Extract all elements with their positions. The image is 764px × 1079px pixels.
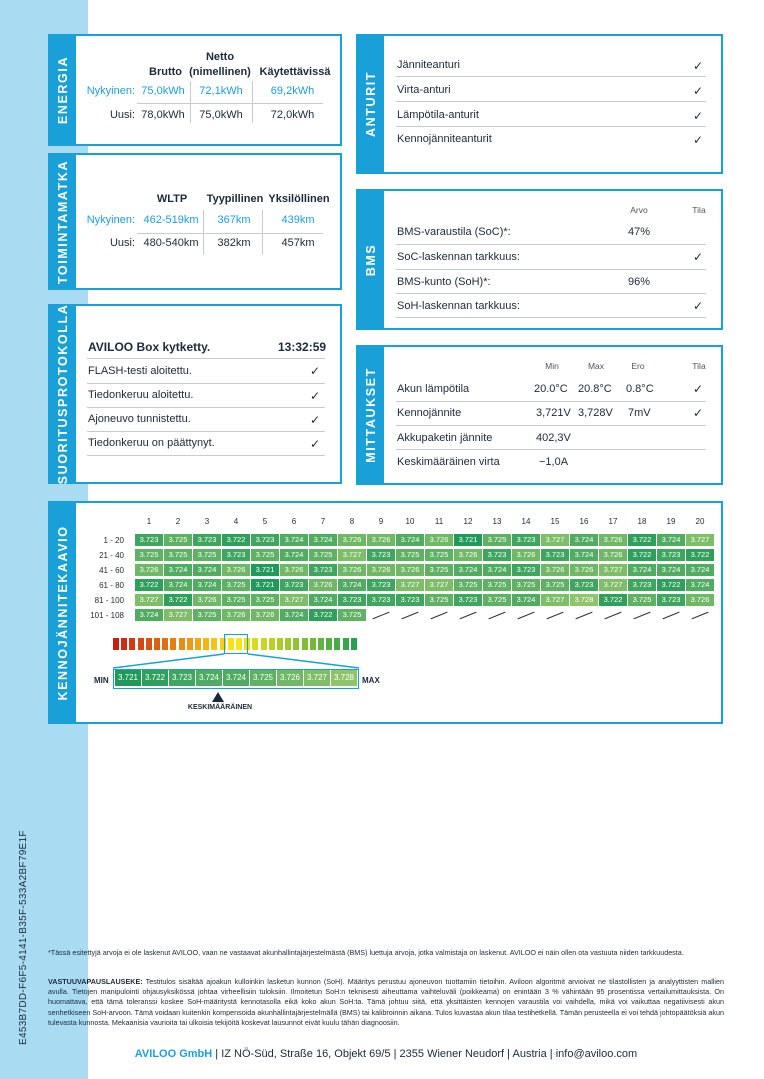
check-icon: ✓ bbox=[310, 413, 321, 427]
cell-voltage: 3.726 bbox=[454, 549, 482, 561]
cell-voltage: 3.724 bbox=[280, 534, 308, 546]
measure-ero: 7mV bbox=[628, 407, 651, 419]
toimintamatka-new-tyypillinen: 382km bbox=[217, 237, 251, 249]
gradient-segment bbox=[285, 638, 291, 650]
cell-voltage: 3.725 bbox=[425, 564, 453, 576]
gradient-segment bbox=[211, 638, 217, 650]
gradient-segment bbox=[343, 638, 349, 650]
column-number: 4 bbox=[233, 517, 239, 526]
cell-voltage: 3.723 bbox=[512, 534, 540, 546]
toimintamatka-title: TOIMINTAMATKA bbox=[56, 159, 70, 284]
gradient-segment bbox=[113, 638, 119, 650]
gradient-segment bbox=[334, 638, 340, 650]
cell-voltage: 3.723 bbox=[338, 594, 366, 606]
cell-voltage: 3.725 bbox=[222, 594, 250, 606]
cell-voltage: 3.726 bbox=[367, 534, 395, 546]
measure-max: 3,728V bbox=[578, 407, 613, 419]
cell-voltage: 3.726 bbox=[570, 564, 598, 576]
cell-voltage: 3.724 bbox=[570, 549, 598, 561]
empty-cell-slash bbox=[604, 612, 621, 620]
footer: AVILOO GmbH | IZ NÖ-Süd, Straße 16, Objekt 69/5 | 2355 Wiener Neudorf | Austria | info@aviloo.com bbox=[134, 1048, 638, 1060]
gradient-segment bbox=[351, 638, 357, 650]
check-icon: ✓ bbox=[310, 389, 321, 403]
check-icon: ✓ bbox=[693, 133, 704, 147]
column-number: 11 bbox=[434, 517, 444, 526]
energia-panel bbox=[48, 34, 342, 146]
cell-voltage: 3.722 bbox=[599, 594, 627, 606]
gradient-segment bbox=[310, 638, 316, 650]
average-label: KESKIMÄÄRÄINEN bbox=[187, 704, 253, 711]
gradient-segment bbox=[261, 638, 267, 650]
cell-voltage: 3.724 bbox=[309, 534, 337, 546]
scale-value: 3.725 bbox=[250, 670, 276, 686]
cell-voltage: 3.723 bbox=[367, 594, 395, 606]
mittaukset-col-ero: Ero bbox=[631, 361, 645, 371]
measure-label: Keskimääräinen virta bbox=[397, 456, 500, 468]
cell-voltage: 3.725 bbox=[512, 579, 540, 591]
anturit-title: ANTURIT bbox=[364, 70, 378, 138]
cell-voltage: 3.723 bbox=[396, 594, 424, 606]
gradient-segment bbox=[170, 638, 176, 650]
energia-new-kaytettavissa: 72,0kWh bbox=[270, 109, 315, 121]
cell-voltage: 3.725 bbox=[193, 609, 221, 621]
column-number: 1 bbox=[146, 517, 152, 526]
protocol-item: Tiedonkeruu on päättynyt. bbox=[88, 437, 215, 449]
cell-voltage: 3.727 bbox=[338, 549, 366, 561]
mittaukset-col-max: Max bbox=[587, 361, 605, 371]
cell-voltage: 3.724 bbox=[193, 579, 221, 591]
cell-voltage: 3.725 bbox=[193, 549, 221, 561]
row-label: 101 - 108 bbox=[90, 611, 124, 620]
bms-title: BMS bbox=[364, 243, 378, 276]
cell-voltage: 3.726 bbox=[541, 564, 569, 576]
mittaukset-panel bbox=[356, 345, 723, 485]
cell-voltage: 3.722 bbox=[686, 549, 714, 561]
energia-header-netto-l1: Netto bbox=[205, 51, 235, 63]
empty-cell-slash bbox=[517, 612, 534, 620]
column-number: 18 bbox=[637, 517, 647, 526]
empty-cell-slash bbox=[546, 612, 563, 620]
cell-voltage: 3.721 bbox=[454, 534, 482, 546]
cell-voltage: 3.722 bbox=[628, 534, 656, 546]
gradient-segment bbox=[162, 638, 168, 650]
column-number: 9 bbox=[378, 517, 384, 526]
protocol-item: Ajoneuvo tunnistettu. bbox=[88, 413, 191, 425]
row-label: 1 - 20 bbox=[103, 536, 124, 545]
cell-voltage: 3.723 bbox=[541, 549, 569, 561]
measure-label: Kennojännite bbox=[397, 407, 462, 419]
cell-voltage: 3.725 bbox=[309, 549, 337, 561]
column-number: 6 bbox=[291, 517, 297, 526]
gradient-segment bbox=[318, 638, 324, 650]
cell-voltage: 3.722 bbox=[309, 609, 337, 621]
cell-voltage: 3.724 bbox=[628, 564, 656, 576]
cell-voltage: 3.721 bbox=[251, 564, 279, 576]
cell-voltage: 3.725 bbox=[396, 549, 424, 561]
cell-voltage: 3.724 bbox=[512, 594, 540, 606]
scale-value: 3.721 bbox=[115, 670, 141, 686]
cell-voltage-grid bbox=[50, 503, 721, 722]
cell-voltage: 3.726 bbox=[280, 564, 308, 576]
cell-voltage: 3.724 bbox=[309, 594, 337, 606]
cell-voltage: 3.724 bbox=[686, 579, 714, 591]
cell-voltage: 3.723 bbox=[280, 579, 308, 591]
gradient-segment bbox=[138, 638, 144, 650]
cell-voltage: 3.726 bbox=[309, 579, 337, 591]
bms-col-arvo: Arvo bbox=[630, 205, 648, 215]
cell-voltage: 3.723 bbox=[367, 549, 395, 561]
gradient-segment bbox=[179, 638, 185, 650]
protocol-time: 13:32:59 bbox=[278, 340, 327, 354]
cell-voltage: 3.724 bbox=[396, 534, 424, 546]
disclaimer-text: Testitulos sisältää ajoakun kulloinkin lasketun kunnon (SoH). Määritys perustuu ajoneuvon tuottamiin tietoihin. Aviloon algoritmit arvioivat ne tilastollisten ja analyyttisten mallien avulla. Tietojen manipulointi ohjausyksikössä johtaa virheellisiin tuloksiin. Ilmoitetun SoH:n teknisesti aiheuttama vaihteluväli (poikkeama) on enintään 3 % vähintään 95 prosentissa vertailumittauksista. On huomattava, että tämä toleranssi koskee SoH-määritystä kennotasolla eikä koko akun SoH:ta. Tämä johtuu siitä, että yksittäisten kennojen varaustila voi vaihdella, mikä voi vaikuttaa negatiivisesti akun senhetkiseen SoH-arvoon. Tämä voidaan kuitenkin kompensoida akunhallintajärjestelmällä (BMS) tai kalibroinnin aikana. Tulos kuvastaa akun tilaa testihetkellä. Tämän perusteella ei voi tehdä johtopäätöksiä akun tulevasta kunnosta. Mekaanisia vaurioita tai ulkoisia tekijöitä koskevat lausunnot eivät kuulu tähän diagnoosiin. bbox=[48, 977, 724, 1027]
toimintamatka-row-new-label: Uusi: bbox=[109, 237, 135, 249]
energia-new-brutto: 78,0kWh bbox=[141, 109, 185, 121]
cell-voltage: 3.726 bbox=[367, 564, 395, 576]
cell-voltage: 3.724 bbox=[135, 609, 163, 621]
toimintamatka-header-tyypillinen: Tyypillinen bbox=[206, 193, 264, 205]
cell-voltage: 3.723 bbox=[193, 534, 221, 546]
scale-value: 3.728 bbox=[331, 670, 357, 686]
cell-voltage: 3.723 bbox=[135, 534, 163, 546]
cell-voltage: 3.724 bbox=[280, 609, 308, 621]
disclaimer-title: VASTUUVAPAUSLAUSEKE: bbox=[48, 977, 143, 986]
cell-voltage: 3.723 bbox=[570, 579, 598, 591]
cell-voltage: 3.724 bbox=[570, 534, 598, 546]
cell-voltage: 3.727 bbox=[425, 579, 453, 591]
check-icon: ✓ bbox=[693, 59, 704, 73]
scale-value: 3.726 bbox=[277, 670, 303, 686]
protocol-item: FLASH-testi aloitettu. bbox=[88, 365, 192, 377]
bms-row-label: SoH-laskennan tarkkuus: bbox=[397, 300, 520, 312]
cell-voltage: 3.723 bbox=[454, 594, 482, 606]
zoom-window bbox=[224, 634, 248, 654]
column-number: 2 bbox=[175, 517, 181, 526]
toimintamatka-header-yksilollinen: Yksilöllinen bbox=[268, 193, 330, 205]
mittaukset-title: MITTAUKSET bbox=[364, 367, 378, 463]
cell-voltage: 3.724 bbox=[193, 564, 221, 576]
gradient-segment bbox=[252, 638, 258, 650]
cell-voltage: 3.726 bbox=[222, 564, 250, 576]
toimintamatka-panel bbox=[48, 153, 342, 290]
energia-current-netto: 72,1kWh bbox=[199, 85, 243, 97]
measure-min: 20.0°C bbox=[534, 383, 568, 395]
average-marker-icon bbox=[212, 692, 224, 702]
gradient-segment bbox=[293, 638, 299, 650]
cell-voltage: 3.723 bbox=[309, 564, 337, 576]
disclaimer bbox=[48, 977, 724, 1028]
empty-cell-slash bbox=[401, 612, 418, 620]
cell-voltage: 3.724 bbox=[686, 564, 714, 576]
mittaukset-col-tila: Tila bbox=[692, 361, 706, 371]
row-label: 21 - 40 bbox=[99, 551, 124, 560]
cell-voltage: 3.722 bbox=[135, 579, 163, 591]
cell-voltage: 3.726 bbox=[193, 594, 221, 606]
cell-voltage: 3.726 bbox=[599, 549, 627, 561]
footnote: *Tässä esitettyjä arvoja ei ole laskenut AVILOO, vaan ne vastaavat akunhallintajärjestelmästä (BMS) luettuja arvoja, jotka valmistaja on laskenut. AVILOO ei näin ollen ota vastuuta niiden tarkkuudesta. bbox=[48, 948, 684, 957]
gradient-segment bbox=[203, 638, 209, 650]
energia-header-netto-l2: (nimellinen) bbox=[189, 66, 251, 78]
cell-voltage: 3.723 bbox=[251, 534, 279, 546]
column-number: 15 bbox=[550, 517, 560, 526]
cell-voltage: 3.727 bbox=[541, 534, 569, 546]
empty-cell-slash bbox=[575, 612, 592, 620]
cell-voltage: 3.726 bbox=[135, 564, 163, 576]
cell-voltage: 3.725 bbox=[483, 534, 511, 546]
cell-voltage: 3.724 bbox=[164, 579, 192, 591]
check-icon: ✓ bbox=[693, 109, 704, 123]
measure-label: Akun lämpötila bbox=[397, 383, 470, 395]
toimintamatka-current-yksilollinen: 439km bbox=[281, 214, 315, 226]
cell-voltage: 3.727 bbox=[599, 564, 627, 576]
energia-header-brutto: Brutto bbox=[149, 66, 182, 78]
check-icon: ✓ bbox=[310, 437, 321, 451]
measure-ero: 0.8°C bbox=[626, 383, 654, 395]
toimintamatka-current-tyypillinen: 367km bbox=[217, 214, 251, 226]
check-icon: ✓ bbox=[693, 299, 704, 313]
footer-address: IZ NÖ-Süd, Straße 16, Objekt 69/5 bbox=[221, 1048, 391, 1060]
cell-voltage: 3.723 bbox=[512, 564, 540, 576]
protocol-item: Tiedonkeruu aloitettu. bbox=[88, 389, 194, 401]
row-label: 41 - 60 bbox=[99, 566, 124, 575]
cell-voltage: 3.726 bbox=[338, 534, 366, 546]
cell-voltage: 3.725 bbox=[251, 549, 279, 561]
energia-new-netto: 75,0kWh bbox=[199, 109, 243, 121]
row-label: 61 - 80 bbox=[99, 581, 124, 590]
cell-voltage: 3.726 bbox=[338, 564, 366, 576]
cell-voltage: 3.723 bbox=[483, 549, 511, 561]
cell-voltage: 3.723 bbox=[628, 579, 656, 591]
suoritusprotokolla-panel bbox=[48, 304, 342, 484]
column-number: 8 bbox=[349, 517, 355, 526]
cell-voltage: 3.724 bbox=[483, 564, 511, 576]
footer-city: 2355 Wiener Neudorf bbox=[399, 1048, 505, 1060]
cell-voltage: 3.724 bbox=[280, 549, 308, 561]
cell-voltage: 3.727 bbox=[396, 579, 424, 591]
check-icon: ✓ bbox=[693, 406, 704, 420]
cell-voltage: 3.725 bbox=[541, 579, 569, 591]
cell-voltage: 3.724 bbox=[454, 564, 482, 576]
cell-voltage: 3.721 bbox=[251, 579, 279, 591]
gradient-segment bbox=[187, 638, 193, 650]
row-label: 81 - 100 bbox=[94, 596, 124, 605]
cell-voltage: 3.725 bbox=[425, 594, 453, 606]
column-number: 14 bbox=[521, 517, 531, 526]
scale-min-label: MIN bbox=[94, 676, 109, 685]
energia-title: ENERGIA bbox=[56, 55, 70, 125]
cell-voltage: 3.727 bbox=[686, 534, 714, 546]
suoritusprotokolla-title: SUORITUSPROTOKOLLA bbox=[56, 303, 70, 485]
document-id: E453B7DD-F6F5-4141-B35F-533A2BF79E1F bbox=[18, 830, 29, 1045]
cell-voltage: 3.726 bbox=[222, 609, 250, 621]
column-number: 13 bbox=[492, 517, 502, 526]
bms-row-value: 47% bbox=[628, 226, 651, 238]
gradient-segment bbox=[129, 638, 135, 650]
cell-voltage: 3.727 bbox=[541, 594, 569, 606]
cell-voltage: 3.725 bbox=[483, 594, 511, 606]
empty-cell-slash bbox=[662, 612, 679, 620]
kennojannite-title: KENNOJÄNNITEKAAVIO bbox=[56, 524, 70, 701]
measure-label: Akkupaketin jännite bbox=[397, 432, 493, 444]
check-icon: ✓ bbox=[693, 382, 704, 396]
cell-voltage: 3.723 bbox=[657, 549, 685, 561]
bms-col-tila: Tila bbox=[692, 205, 706, 215]
empty-cell-slash bbox=[633, 612, 650, 620]
empty-cell-slash bbox=[459, 612, 476, 620]
cell-voltage: 3.724 bbox=[657, 564, 685, 576]
gradient-segment bbox=[326, 638, 332, 650]
cell-voltage: 3.726 bbox=[251, 609, 279, 621]
cell-voltage: 3.725 bbox=[628, 594, 656, 606]
cell-voltage: 3.723 bbox=[367, 579, 395, 591]
measure-min: −1,0A bbox=[539, 456, 569, 468]
scale-value: 3.722 bbox=[142, 670, 168, 686]
sensor-item: Lämpötila-anturit bbox=[397, 109, 479, 121]
scale-value: 3.727 bbox=[304, 670, 330, 686]
cell-voltage: 3.723 bbox=[222, 549, 250, 561]
bms-row-label: BMS-varaustila (SoC)*: bbox=[397, 226, 511, 238]
scale-max-label: MAX bbox=[362, 676, 380, 685]
toimintamatka-new-wltp: 480-540km bbox=[143, 237, 199, 249]
column-number: 12 bbox=[463, 517, 473, 526]
empty-cell-slash bbox=[372, 612, 389, 620]
cell-voltage: 3.722 bbox=[628, 549, 656, 561]
check-icon: ✓ bbox=[693, 250, 704, 264]
cell-voltage: 3.727 bbox=[135, 594, 163, 606]
sensor-item: Kennojänniteanturit bbox=[397, 133, 492, 145]
cell-voltage: 3.726 bbox=[686, 594, 714, 606]
cell-voltage: 3.724 bbox=[338, 579, 366, 591]
gradient-segment bbox=[195, 638, 201, 650]
energia-current-kaytettavissa: 69,2kWh bbox=[270, 85, 315, 97]
energia-row-new-label: Uusi: bbox=[109, 109, 135, 121]
protocol-heading: AVILOO Box kytketty. bbox=[88, 340, 211, 354]
mittaukset-col-min: Min bbox=[545, 361, 559, 371]
cell-voltage: 3.725 bbox=[164, 549, 192, 561]
gradient-segment bbox=[302, 638, 308, 650]
gradient-segment bbox=[154, 638, 160, 650]
cell-voltage: 3.725 bbox=[164, 534, 192, 546]
cell-voltage: 3.724 bbox=[657, 534, 685, 546]
measure-min: 402,3V bbox=[536, 432, 571, 444]
toimintamatka-current-wltp: 462-519km bbox=[143, 214, 199, 226]
cell-voltage: 3.725 bbox=[251, 594, 279, 606]
column-number: 19 bbox=[666, 517, 676, 526]
energia-header-kaytettavissa: Käytettävissä bbox=[259, 66, 331, 78]
bms-row-label: SoC-laskennan tarkkuus: bbox=[397, 251, 520, 263]
measure-max: 20.8°C bbox=[578, 383, 612, 395]
cell-voltage: 3.724 bbox=[164, 564, 192, 576]
voltage-scale-strip bbox=[113, 669, 359, 689]
measure-min: 3,721V bbox=[536, 407, 571, 419]
bms-row-value: 96% bbox=[628, 276, 651, 288]
check-icon: ✓ bbox=[693, 84, 704, 98]
column-number: 20 bbox=[695, 517, 705, 526]
energia-row-current-label: Nykyinen: bbox=[86, 85, 135, 97]
toimintamatka-row-current-label: Nykyinen: bbox=[86, 214, 135, 226]
bms-panel bbox=[356, 189, 723, 330]
check-icon: ✓ bbox=[310, 364, 321, 378]
footer-country: Austria bbox=[512, 1048, 547, 1060]
gradient-segment bbox=[277, 638, 283, 650]
energia-divider bbox=[137, 103, 323, 104]
kennojannite-panel bbox=[48, 501, 723, 724]
cell-voltage: 3.726 bbox=[599, 534, 627, 546]
cell-voltage: 3.722 bbox=[222, 534, 250, 546]
cell-voltage: 3.728 bbox=[570, 594, 598, 606]
cell-voltage: 3.727 bbox=[164, 609, 192, 621]
cell-voltage: 3.727 bbox=[599, 579, 627, 591]
gradient-segment bbox=[121, 638, 127, 650]
cell-voltage: 3.725 bbox=[222, 579, 250, 591]
empty-cell-slash bbox=[488, 612, 505, 620]
footer-brand: AVILOO GmbH bbox=[134, 1048, 213, 1060]
column-number: 5 bbox=[262, 517, 268, 526]
scale-value: 3.723 bbox=[169, 670, 195, 686]
column-number: 7 bbox=[320, 517, 326, 526]
cell-voltage: 3.727 bbox=[280, 594, 308, 606]
bms-row-label: BMS-kunto (SoH)*: bbox=[397, 276, 491, 288]
column-number: 10 bbox=[405, 517, 415, 526]
empty-cell-slash bbox=[430, 612, 447, 620]
gradient-segment bbox=[269, 638, 275, 650]
anturit-panel bbox=[356, 34, 723, 174]
sensor-item: Virta-anturi bbox=[397, 84, 451, 96]
cell-voltage: 3.723 bbox=[657, 594, 685, 606]
cell-voltage: 3.725 bbox=[338, 609, 366, 621]
cell-voltage: 3.725 bbox=[454, 579, 482, 591]
toimintamatka-header-wltp: WLTP bbox=[156, 193, 188, 205]
cell-voltage: 3.725 bbox=[483, 579, 511, 591]
column-number: 3 bbox=[204, 517, 210, 526]
cell-voltage: 3.726 bbox=[425, 534, 453, 546]
footer-email[interactable]: info@aviloo.com bbox=[555, 1048, 638, 1060]
cell-voltage: 3.725 bbox=[135, 549, 163, 561]
cell-voltage: 3.722 bbox=[164, 594, 192, 606]
sensor-item: Jänniteanturi bbox=[397, 59, 460, 71]
cell-voltage: 3.725 bbox=[425, 549, 453, 561]
toimintamatka-new-yksilollinen: 457km bbox=[281, 237, 315, 249]
cell-voltage: 3.722 bbox=[657, 579, 685, 591]
column-number: 16 bbox=[579, 517, 589, 526]
column-number: 17 bbox=[608, 517, 618, 526]
empty-cell-slash bbox=[691, 612, 708, 620]
cell-voltage: 3.726 bbox=[396, 564, 424, 576]
gradient-segment bbox=[146, 638, 152, 650]
cell-voltage: 3.726 bbox=[512, 549, 540, 561]
scale-value: 3.724 bbox=[196, 670, 222, 686]
scale-value: 3.724 bbox=[223, 670, 249, 686]
energia-current-brutto: 75,0kWh bbox=[141, 85, 185, 97]
